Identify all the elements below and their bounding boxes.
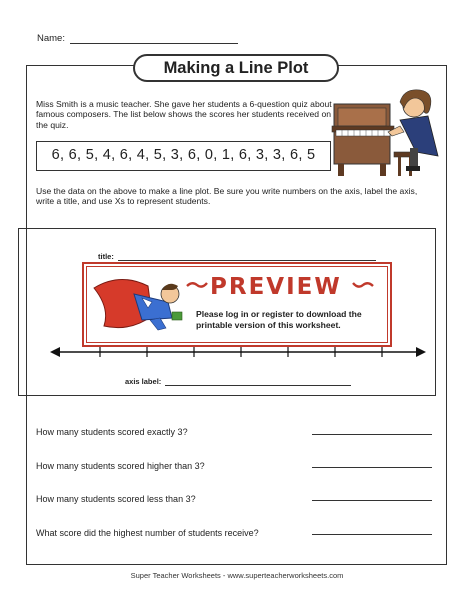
swoosh-right-icon: [352, 280, 374, 290]
swoosh-left-icon: [186, 280, 208, 290]
intro-text: Miss Smith is a music teacher. She gave her students a 6-question quiz about famous composers. The list below shows the scores her students received on the quiz.: [36, 99, 332, 130]
plot-title-label: title:: [98, 252, 114, 261]
answer-3-field[interactable]: [312, 500, 432, 501]
number-line: [50, 345, 426, 359]
scores-data-box: 6, 6, 5, 4, 6, 4, 5, 3, 6, 0, 1, 6, 3, 3, 6, 5: [36, 141, 331, 171]
question-4: What score did the highest number of students receive?: [36, 528, 259, 538]
question-2: How many students scored higher than 3?: [36, 461, 205, 471]
right-arrow-icon: [416, 347, 426, 357]
instructions-text: Use the data on the above to make a line plot. Be sure you write numbers on the axis, label the axis, write a title, and use Xs to represent students.: [36, 186, 418, 207]
axis-label-field[interactable]: [165, 385, 351, 386]
question-1: How many students scored exactly 3?: [36, 427, 188, 437]
superhero-mascot-icon: [90, 268, 190, 340]
axis-label-label: axis label:: [125, 377, 162, 386]
piano-player-illustration: [330, 86, 442, 178]
preview-word: PREVIEW: [210, 274, 342, 300]
footer-credit: Super Teacher Worksheets - www.superteacherworksheets.com: [130, 571, 344, 580]
name-field-line[interactable]: [70, 43, 238, 44]
plot-title-field[interactable]: [118, 260, 376, 261]
answer-2-field[interactable]: [312, 467, 432, 468]
preview-message: Please log in or register to download the printable version of this worksheet.: [196, 309, 362, 330]
worksheet-title: Making a Line Plot: [133, 54, 339, 82]
question-3: How many students scored less than 3?: [36, 494, 196, 504]
left-arrow-icon: [50, 347, 60, 357]
answer-1-field[interactable]: [312, 434, 432, 435]
answer-4-field[interactable]: [312, 534, 432, 535]
name-label: Name:: [37, 33, 65, 44]
